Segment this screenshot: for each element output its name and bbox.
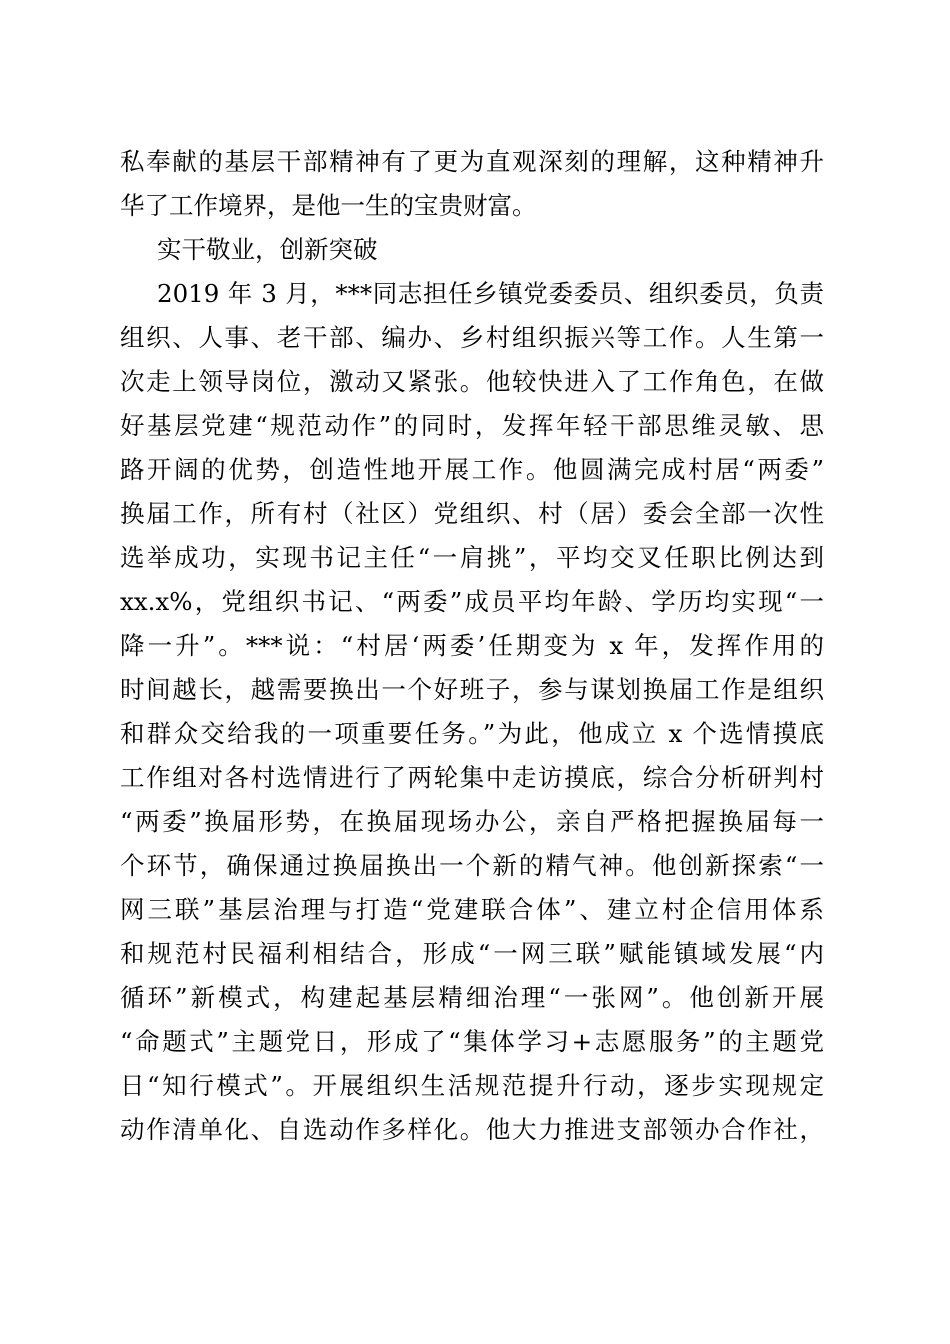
text-line: 和群众交给我的一项重要任务。”为此，他成立 x 个选情摸底: [120, 719, 824, 748]
text-line: “命题式”主题党日，形成了“集体学习+志愿服务”的主题党: [120, 1027, 824, 1056]
text-line: 换届工作，所有村（社区）党组织、村（居）委会全部一次性: [120, 499, 824, 528]
text-line: 动作清单化、自选动作多样化。他大力推进支部领办合作社，: [120, 1115, 824, 1144]
text-line: 日“知行模式”。开展组织生活规范提升行动，逐步实现规定: [120, 1071, 824, 1100]
text-line: 2019 年 3 月，***同志担任乡镇党委委员、组织委员，负责: [157, 279, 824, 308]
text-line: 私奉献的基层干部精神有了更为直观深刻的理解，这种精神升: [120, 147, 824, 176]
text-line: 时间越长，越需要换出一个好班子，参与谋划换届工作是组织: [120, 675, 824, 704]
text-line: 循环”新模式，构建起基层精细治理“一张网”。他创新开展: [120, 983, 824, 1012]
text-line: 华了工作境界，是他一生的宝贵财富。: [120, 191, 537, 220]
text-line: 工作组对各村选情进行了两轮集中走访摸底，综合分析研判村: [120, 763, 824, 792]
text-line: “两委”换届形势，在换届现场办公，亲自严格把握换届每一: [120, 807, 824, 836]
body-text: [120, 140, 824, 1152]
text-line: 降一升”。***说：“村居‘两委’任期变为 x 年，发挥作用的: [120, 631, 824, 660]
text-line: 和规范村民福利相结合，形成“一网三联”赋能镇域发展“内: [120, 939, 824, 968]
text-line: 选举成功，实现书记主任“一肩挑”，平均交叉任职比例达到: [120, 543, 824, 572]
text-line: 路开阔的优势，创造性地开展工作。他圆满完成村居“两委”: [120, 455, 824, 484]
text-line: xx.x%，党组织书记、“两委”成员平均年龄、学历均实现“一: [120, 587, 824, 616]
text-line: 网三联”基层治理与打造“党建联合体”、建立村企信用体系: [120, 895, 824, 924]
text-line: 次走上领导岗位，激动又紧张。他较快进入了工作角色，在做: [120, 367, 824, 396]
text-line: 组织、人事、老干部、编办、乡村组织振兴等工作。人生第一: [120, 323, 824, 352]
text-line: 个环节，确保通过换届换出一个新的精气神。他创新探索“一: [120, 851, 824, 880]
text-line: 好基层党建“规范动作”的同时，发挥年轻干部思维灵敏、思: [120, 411, 824, 440]
section-heading: 实干敬业，创新突破: [157, 235, 378, 264]
